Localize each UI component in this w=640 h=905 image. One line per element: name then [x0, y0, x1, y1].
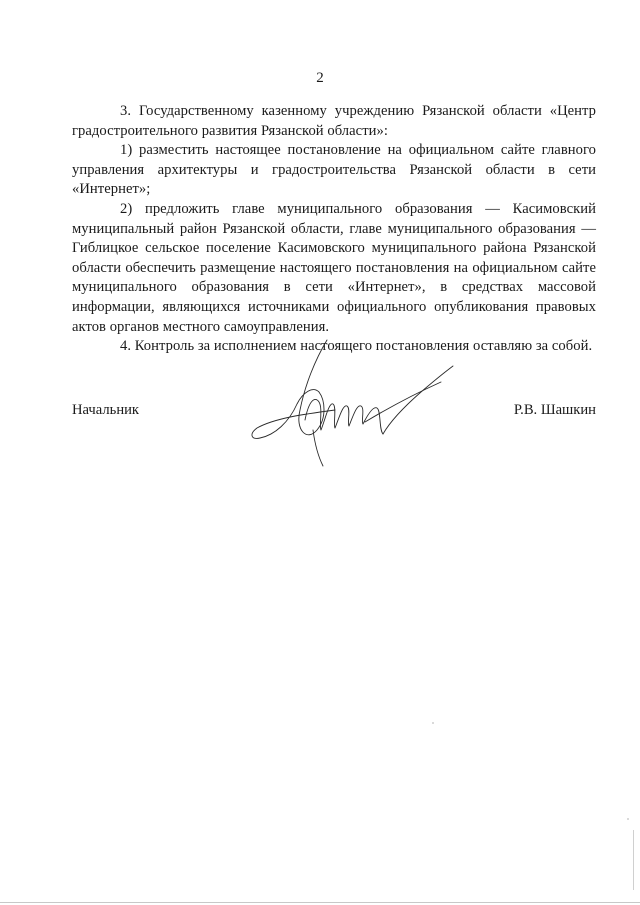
signer-name: Р.В. Шашкин [513, 402, 596, 418]
paragraph-subitem-2: 2) предложить главе муниципального образования — Касимовский муниципальный район Рязанской области, главе муниципального образования — Гиблицкое сельское поселение Касимовского муниципального района Рязанской области обеспечить размещение настоящего постановления на официальном сайте муниципального образования в сети «Интернет», в средствах массовой информации, являющихся источниками официального опубликования правовых актов органов местного самоуправления. [72, 200, 596, 335]
page-number: 2 [316, 70, 324, 86]
scan-edge-bottom [0, 902, 640, 903]
signer-title: Начальник [72, 402, 140, 418]
paragraph-item-3: 3. Государственному казенному учреждению Рязанской области «Центр градостроительного развития Рязанской области»: [72, 103, 596, 139]
scan-speck [432, 722, 434, 724]
scan-edge-right [633, 830, 634, 890]
paragraph-subitem-1: 1) разместить настоящее постановление на официальном сайте главного управления архитектуры и градостроительства Рязанской области в сети «Интернет»; [72, 142, 596, 198]
scan-speck [627, 818, 629, 820]
handwritten-signature [245, 330, 465, 470]
document-body [72, 102, 596, 357]
paragraph-item-4: 4. Контроль за исполнением настоящего постановления оставляю за собой. [120, 338, 593, 355]
